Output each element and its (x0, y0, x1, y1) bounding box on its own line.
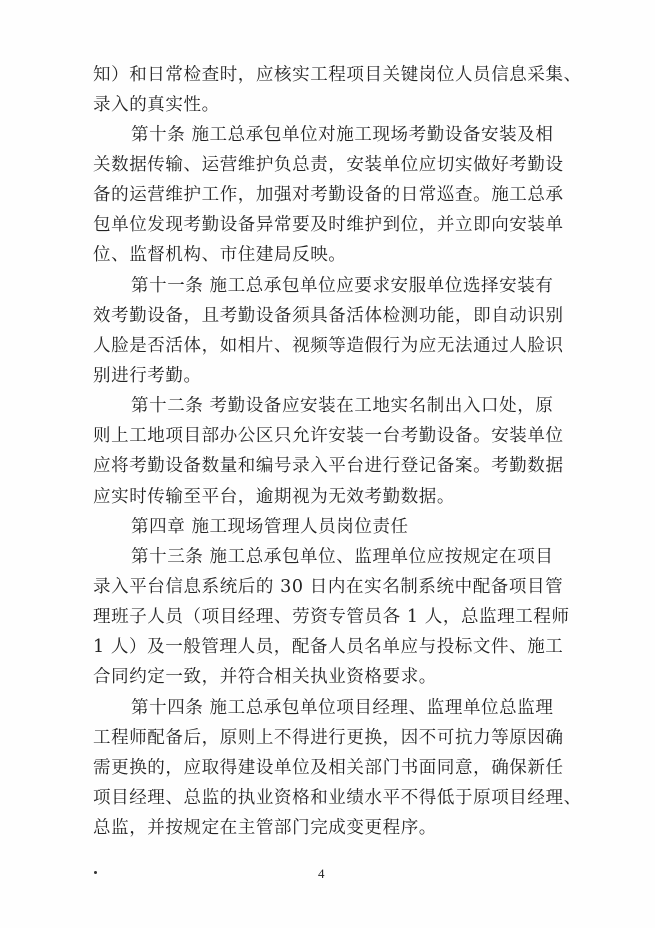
chapter-heading: 第四章 施工现场管理人员岗位责任 (131, 517, 409, 537)
text-line: 第十一条 施工总承包单位应要求安服单位选择安装有 (131, 276, 554, 296)
text-line: 录入的真实性。 (93, 95, 220, 115)
text-line: 录入平台信息系统后的 30 日内在实名制系统中配备项目管 (93, 577, 564, 597)
text-line: 则上工地项目部办公区只允许安装一台考勤设备。安装单位 (93, 426, 564, 446)
margin-dot (94, 871, 97, 874)
text-line: 第十条 施工总承包单位对施工现场考勤设备安装及相 (131, 125, 554, 145)
text-line: 合同约定一致，并符合相关执业资格要求。 (93, 667, 437, 687)
text-line: 第十二条 考勤设备应安装在工地实名制出入口处，原 (131, 396, 554, 416)
text-line: 人脸是否活体，如相片、视频等造假行为应无法通过人脸识 (93, 336, 564, 356)
text-line: 第十三条 施工总承包单位、监理单位应按规定在项目 (131, 547, 554, 567)
text-line: 效考勤设备，且考勤设备须具备活体检测功能，即自动识别 (93, 306, 564, 326)
text-line: 项目经理、总监的执业资格和业绩水平不得低于原项目经理、 (93, 788, 582, 808)
text-line: 关数据传输、运营维护负总责，安装单位应切实做好考勤设 (93, 155, 564, 175)
text-line: 总监，并按规定在主管部门完成变更程序。 (93, 818, 437, 838)
text-line: 需更换的，应取得建设单位及相关部门书面同意，确保新任 (93, 758, 564, 778)
text-line: 包单位发现考勤设备异常要及时维护到位，并立即向安装单 (93, 215, 564, 235)
page-number: 4 (318, 866, 325, 881)
text-line: 理班子人员（项目经理、劳资专管员各 1 人，总监理工程师 (93, 607, 570, 627)
text-line: 知）和日常检查时，应核实工程项目关键岗位人员信息采集、 (93, 65, 582, 85)
text-line: 应实时传输至平台，逾期视为无效考勤数据。 (93, 487, 455, 507)
text-line: 1 人）及一般管理人员，配备人员名单应与投标文件、施工 (93, 637, 564, 657)
text-line: 别进行考勤。 (93, 366, 202, 386)
text-line: 备的运营维护工作，加强对考勤设备的日常巡查。施工总承 (93, 185, 564, 205)
text-line: 应将考勤设备数量和编号录入平台进行登记备案。考勤数据 (93, 456, 564, 476)
text-line: 第十四条 施工总承包单位项目经理、监理单位总监理 (131, 698, 554, 718)
text-line: 位、监督机构、市住建局反映。 (93, 245, 347, 265)
text-line: 工程师配备后，原则上不得进行更换，因不可抗力等原因确 (93, 728, 564, 748)
